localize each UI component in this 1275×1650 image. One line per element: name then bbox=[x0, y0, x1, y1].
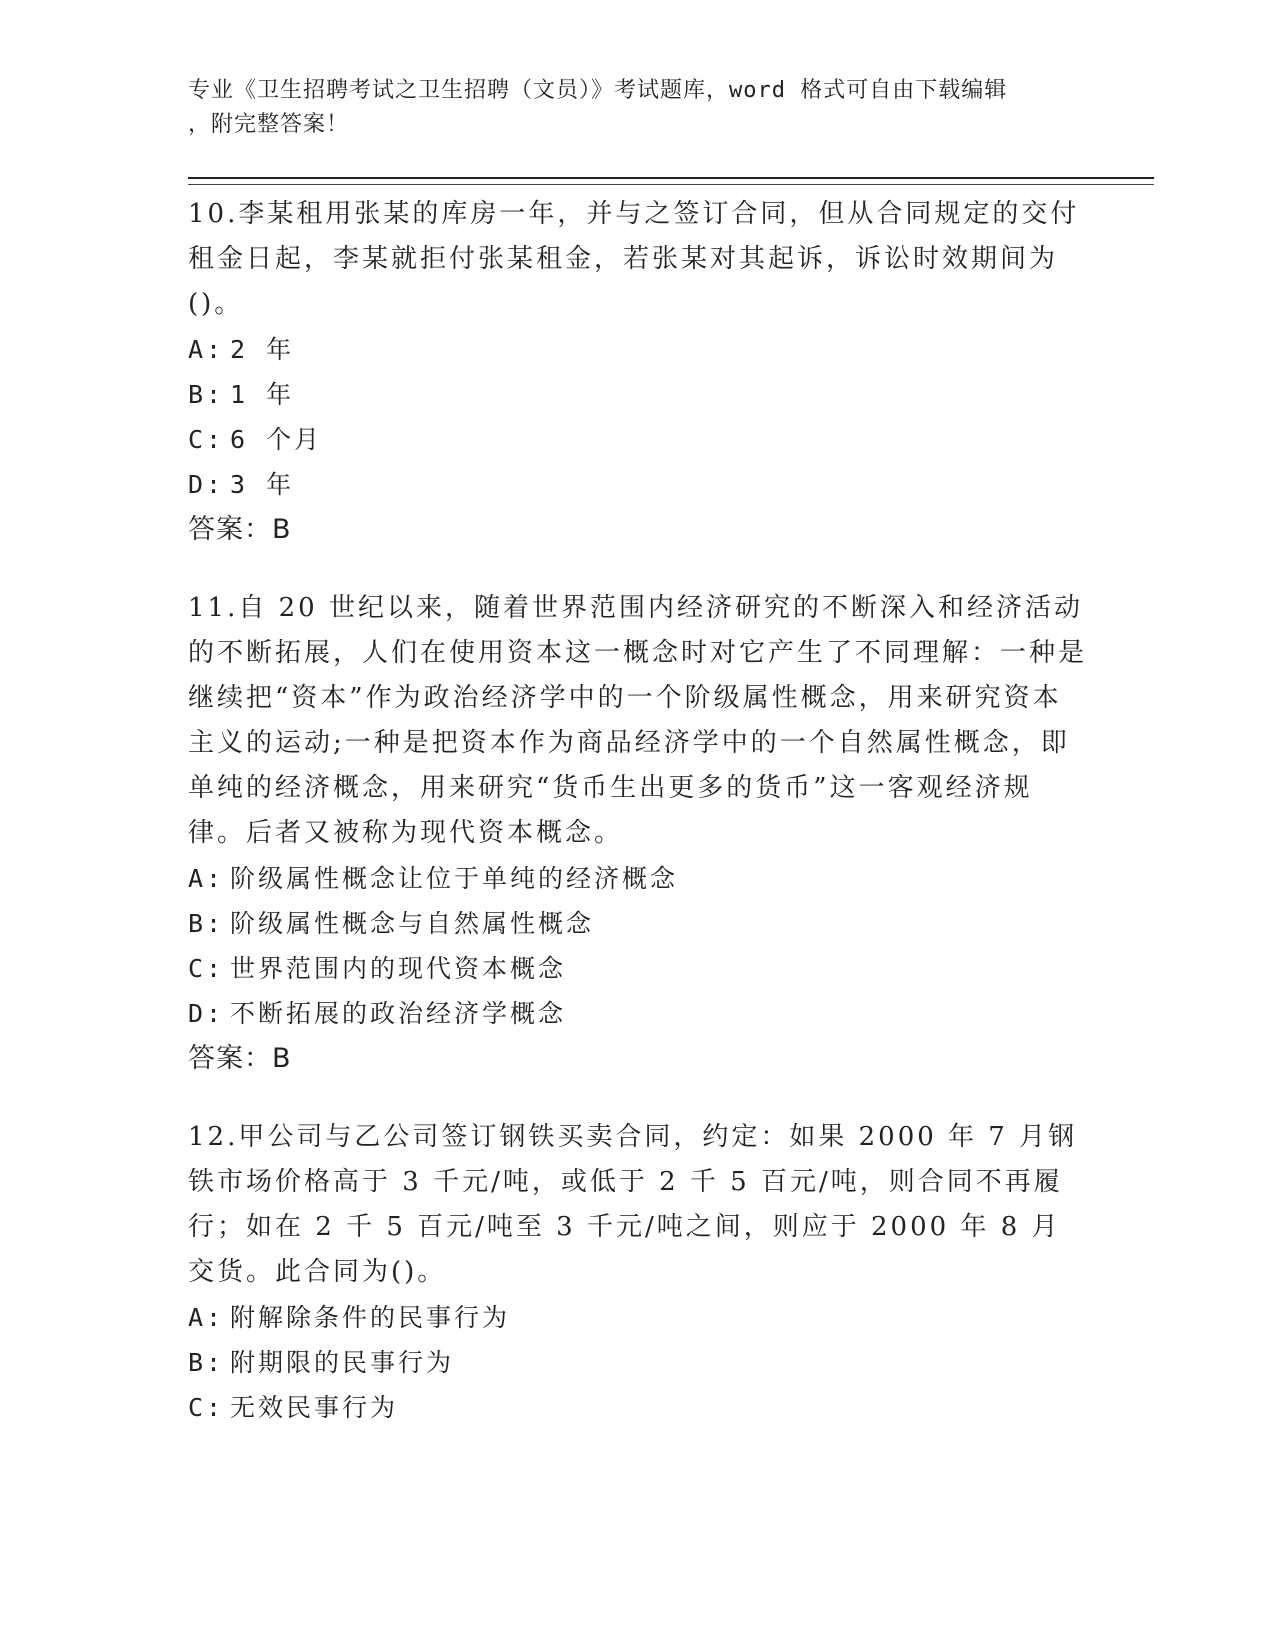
option-text: 附解除条件的民事行为 bbox=[230, 1303, 511, 1332]
option-b bbox=[188, 372, 1088, 417]
option-text: 阶级属性概念与自然属性概念 bbox=[230, 909, 595, 938]
question-12 bbox=[188, 1115, 1088, 1430]
answer-label: 答案：B bbox=[188, 514, 292, 545]
option-a bbox=[188, 1295, 1088, 1340]
option-text: 1 年 bbox=[230, 380, 295, 409]
option-text: 阶级属性概念让位于单纯的经济概念 bbox=[230, 864, 679, 893]
question-stem: 10.李某租用张某的库房一年，并与之签订合同，但从合同规定的交付租金日起，李某就拒付张某租金，若张某对其起诉，诉讼时效期间为()。 bbox=[188, 199, 1080, 319]
option-letter: A: bbox=[188, 335, 225, 364]
option-letter: B: bbox=[188, 380, 225, 409]
question-11 bbox=[188, 586, 1088, 1081]
option-letter: C: bbox=[188, 1393, 225, 1422]
answer-label: 答案：B bbox=[188, 1043, 292, 1074]
question-list bbox=[188, 192, 1088, 1464]
option-letter: B: bbox=[188, 1348, 225, 1377]
option-text: 无效民事行为 bbox=[230, 1393, 399, 1422]
question-stem: 12.甲公司与乙公司签订钢铁买卖合同，约定：如果 2000 年 7 月钢铁市场价格高于 3 千元/吨，或低于 2 千 5 百元/吨，则合同不再履行；如在 2 千 5 百元/吨至 3 千元/吨之间，则应于 2000 年 8 月交货。此合同为()。 bbox=[188, 1122, 1078, 1287]
header-divider-thick bbox=[188, 177, 1154, 179]
option-c bbox=[188, 946, 1088, 991]
header-divider-thin bbox=[188, 184, 1154, 185]
option-text: 2 年 bbox=[230, 335, 295, 364]
option-letter: A: bbox=[188, 1303, 225, 1332]
question-stem: 11.自 20 世纪以来，随着世界范围内经济研究的不断深入和经济活动的不断拓展，人们在使用资本这一概念时对它产生了不同理解：一种是继续把“资本”作为政治经济学中的一个阶级属性概念，用来研究资本主义的运动;一种是把资本作为商品经济学中的一个自然属性概念，即单纯的经济概念，用来研究“货币生出更多的货币”这一客观经济规律。后者又被称为现代资本概念。 bbox=[188, 593, 1088, 848]
option-text: 不断拓展的政治经济学概念 bbox=[230, 999, 567, 1028]
option-text: 6 个月 bbox=[230, 425, 323, 454]
option-letter: D: bbox=[188, 470, 225, 499]
option-c bbox=[188, 417, 1088, 462]
option-text: 世界范围内的现代资本概念 bbox=[230, 954, 567, 983]
option-letter: D: bbox=[188, 999, 225, 1028]
option-a bbox=[188, 856, 1088, 901]
option-a bbox=[188, 327, 1088, 372]
header-line-2: ，附完整答案！ bbox=[188, 112, 350, 137]
option-text: 3 年 bbox=[230, 470, 295, 499]
option-letter: A: bbox=[188, 864, 225, 893]
option-c bbox=[188, 1385, 1088, 1430]
document-header bbox=[188, 74, 1068, 142]
option-text: 附期限的民事行为 bbox=[230, 1348, 455, 1377]
option-letter: C: bbox=[188, 425, 225, 454]
option-letter: B: bbox=[188, 909, 225, 938]
option-b bbox=[188, 901, 1088, 946]
question-10 bbox=[188, 192, 1088, 552]
header-line-1: 专业《卫生招聘考试之卫生招聘（文员）》考试题库，word 格式可自由下载编辑 bbox=[188, 78, 1008, 103]
option-d bbox=[188, 462, 1088, 507]
option-letter: C: bbox=[188, 954, 225, 983]
option-b bbox=[188, 1340, 1088, 1385]
option-d bbox=[188, 991, 1088, 1036]
